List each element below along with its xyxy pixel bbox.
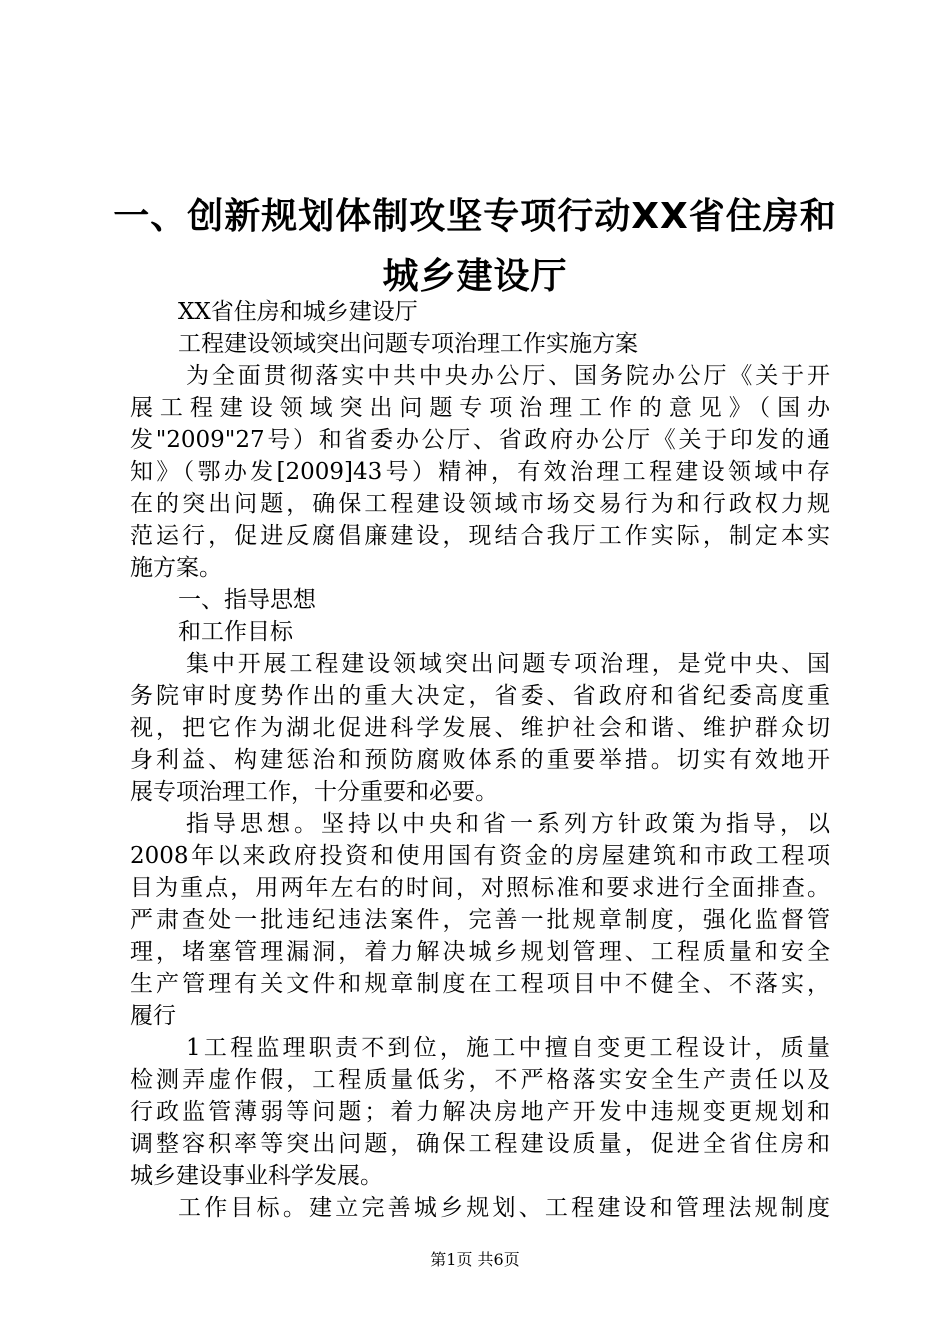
paragraph-line: 展专项治理工作，十分重要和必要。: [130, 779, 498, 805]
document-title-line-2: 城乡建设厅: [382, 256, 568, 297]
paragraph-line: 集中开展工程建设领域突出问题专项治理，是党中央、国: [186, 651, 830, 677]
section-heading: 和工作目标: [178, 619, 293, 645]
paragraph-line: 工作目标。建立完善城乡规划、工程建设和管理法规制度: [178, 1195, 830, 1221]
paragraph-line: 2008年以来政府投资和使用国有资金的房屋建筑和市政工程项: [130, 843, 830, 869]
paragraph-line: 展工程建设领域突出问题专项治理工作的意见》（国办: [130, 395, 830, 421]
paragraph-line: 理，堵塞管理漏洞，着力解决城乡规划管理、工程质量和安全: [130, 939, 830, 965]
paragraph-line: 行政监管薄弱等问题；着力解决房地产开发中违规变更规划和: [130, 1099, 830, 1125]
document-body: [130, 296, 830, 1224]
section-heading: 一、指导思想: [178, 587, 316, 613]
paragraph-line: 为全面贯彻落实中共中央办公厅、国务院办公厅《关于开: [186, 363, 830, 389]
paragraph-line: 发"2009"27号）和省委办公厅、省政府办公厅《关于印发的通: [130, 427, 830, 453]
paragraph-line: 严肃查处一批违纪违法案件，完善一批规章制度，强化监督管: [130, 907, 830, 933]
paragraph-line: 身利益、构建惩治和预防腐败体系的重要举措。切实有效地开: [130, 747, 830, 773]
paragraph-line: 目为重点，用两年左右的时间，对照标准和要求进行全面排查。: [130, 875, 830, 901]
paragraph-line: 知》（鄂办发[2009]43号）精神，有效治理工程建设领域中存: [130, 459, 830, 485]
issuer-line: XX省住房和城乡建设厅: [178, 299, 418, 325]
paragraph-line: 指导思想。坚持以中央和省一系列方针政策为指导，以: [186, 811, 830, 837]
subtitle-line: 工程建设领域突出问题专项治理工作实施方案: [178, 331, 638, 357]
paragraph-line: 城乡建设事业科学发展。: [130, 1163, 383, 1189]
paragraph-line: 视，把它作为湖北促进科学发展、维护社会和谐、维护群众切: [130, 715, 830, 741]
paragraph-line: 履行: [130, 1003, 176, 1029]
paragraph-line: 检测弄虚作假，工程质量低劣，不严格落实安全生产责任以及: [130, 1067, 830, 1093]
paragraph-line: 在的突出问题，确保工程建设领域市场交易行为和行政权力规: [130, 491, 830, 517]
paragraph-line: 生产管理有关文件和规章制度在工程项目中不健全、不落实，: [130, 971, 830, 997]
paragraph-line: 施方案。: [130, 555, 222, 581]
page-number: 第1页 共6页: [430, 1250, 520, 1269]
paragraph-line: 调整容积率等突出问题，确保工程建设质量，促进全省住房和: [130, 1131, 830, 1157]
paragraph-line: 1工程监理职责不到位，施工中擅自变更工程设计，质量: [186, 1035, 830, 1061]
paragraph-line: 范运行，促进反腐倡廉建设，现结合我厅工作实际，制定本实: [130, 523, 830, 549]
paragraph-line: 务院审时度势作出的重大决定，省委、省政府和省纪委高度重: [130, 683, 830, 709]
document-title-line-1: 一、创新规划体制攻坚专项行动XX省住房和: [113, 196, 837, 237]
